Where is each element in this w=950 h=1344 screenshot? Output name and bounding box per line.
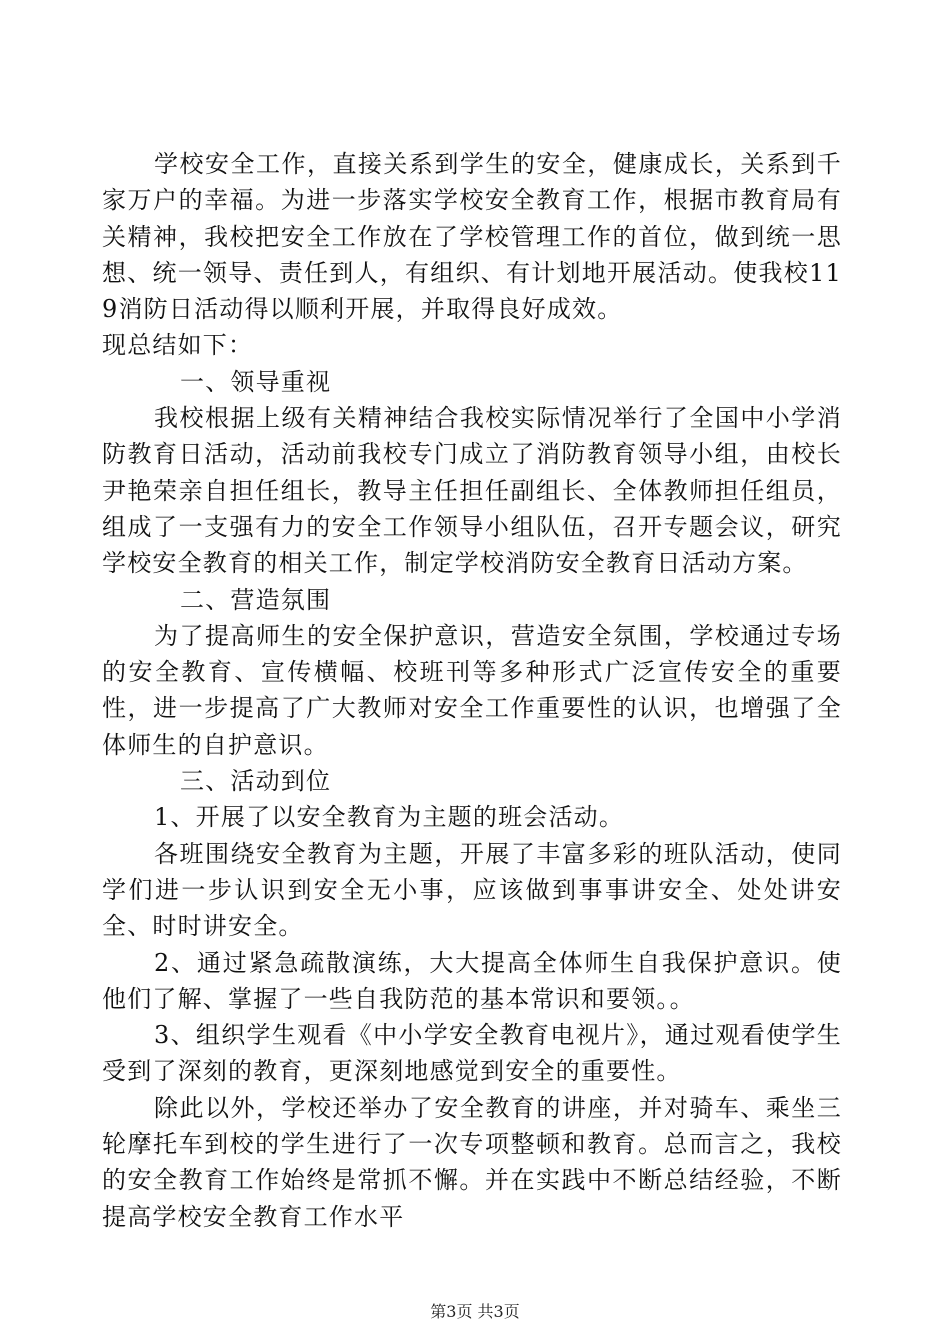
- paragraph-conclusion: 除此以外，学校还举办了安全教育的讲座，并对骑车、乘坐三轮摩托车到校的学生进行了一次专项整顿和教育。总而言之，我校的安全教育工作始终是常抓不懈。并在实践中不断总结经验，不断提高学校安全教育工作水平: [102, 1093, 842, 1231]
- document-body: [102, 146, 842, 1235]
- paragraph-summary-lead: 现总结如下：: [102, 331, 254, 360]
- paragraph-activity-1-detail: 各班围绕安全教育为主题，开展了丰富多彩的班队活动，使同学们进一步认识到安全无小事，应该做到事事讲安全、处处讲安全、时时讲安全。: [102, 839, 842, 941]
- paragraph-activity-3: 3、组织学生观看《中小学安全教育电视片》，通过观看使学生受到了深刻的教育，更深刻地感觉到安全的重要性。: [102, 1021, 842, 1086]
- paragraph-leadership: 我校根据上级有关精神结合我校实际情况举行了全国中小学消防教育日活动，活动前我校专门成立了消防教育领导小组，由校长尹艳荣亲自担任组长，教导主任担任副组长、全体教师担任组员，组成了一支强有力的安全工作领导小组队伍，召开专题会议，研究学校安全教育的相关工作，制定学校消防安全教育日活动方案。: [102, 404, 842, 578]
- section-heading-leadership: 一、领导重视: [180, 367, 332, 396]
- section-heading-atmosphere: 二、营造氛围: [180, 585, 332, 614]
- paragraph-activity-1: 1、开展了以安全教育为主题的班会活动。: [154, 803, 625, 832]
- paragraph-activity-2: 2、通过紧急疏散演练，大大提高全体师生自我保护意识。使他们了解、掌握了一些自我防范的基本常识和要领。。: [102, 948, 842, 1013]
- paragraph-intro: 学校安全工作，直接关系到学生的安全，健康成长，关系到千家万户的幸福。为进一步落实学校安全教育工作，根据市教育局有关精神，我校把安全工作放在了学校管理工作的首位，做到统一思想、统一领导、责任到人，有组织、有计划地开展活动。使我校119消防日活动得以顺利开展，并取得良好成效。: [102, 150, 842, 324]
- paragraph-atmosphere: 为了提高师生的安全保护意识，营造安全氛围，学校通过专场的安全教育、宣传横幅、校班刊等多种形式广泛宣传安全的重要性，进一步提高了广大教师对安全工作重要性的认识，也增强了全体师生的自护意识。: [102, 621, 842, 759]
- page-number-footer: 第3页 共3页: [430, 1302, 520, 1321]
- section-heading-activities: 三、活动到位: [180, 767, 332, 796]
